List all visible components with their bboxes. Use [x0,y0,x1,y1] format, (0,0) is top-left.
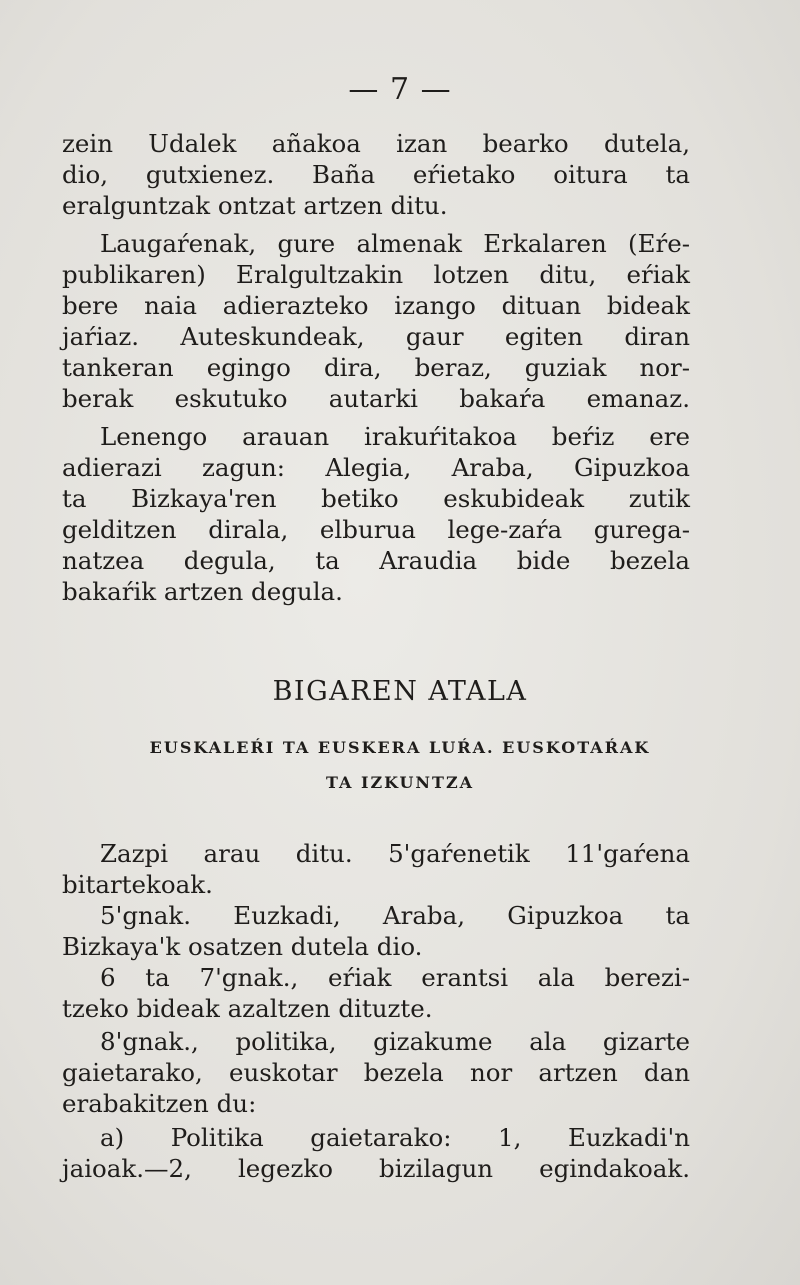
chapter-subtitle: EUSKALEŔI TA EUSKERA LUŔA. EUSKOTAŔAK [149,738,651,757]
text-line: gaietarako, euskotar bezela nor artzen dan [62,1058,690,1087]
text-line: Bizkaya'k osatzen dutela dio. [62,932,423,961]
paragraph [62,1026,690,1119]
text-line: bitartekoak. [62,870,213,899]
chapter-title: BIGAREN ATALA [272,676,528,707]
text-line: erabakitzen du: [62,1089,257,1118]
text-line: Laugaŕenak, gure almenak Erkalaren (Eŕe- [100,229,690,258]
text-line: 8'gnak., politika, gizakume ala gizarte [100,1027,690,1056]
paragraph [62,128,690,221]
text-line: ta Bizkaya'ren betiko eskubideak zutik [62,484,690,513]
paragraph [62,838,690,900]
text-line: Zazpi arau ditu. 5'gaŕenetik 11'gaŕena [100,839,690,868]
text-line: Lenengo arauan irakuŕitakoa beŕiz ere [100,422,690,451]
text-line: publikaren) Eralgultzakin lotzen ditu, eŕiak [62,260,690,289]
text-line: gelditzen dirala, elburua lege-zaŕa gurega- [62,515,690,544]
text-line: jaŕiaz. Auteskundeak, gaur egiten diran [62,322,690,351]
paragraph [62,962,690,1024]
text-line: bere naia adierazteko izango dituan bideak [62,291,690,320]
text-line: jaioak.—2, legezko bizilagun egindakoak. [62,1154,690,1183]
paragraph [62,900,690,962]
text-line: berak eskutuko autarki bakaŕa emanaz. [62,384,690,413]
page-number: — 7 — [348,72,452,107]
text-line: dio, gutxienez. Baña eŕietako oitura ta [62,160,690,189]
text-line: natzea degula, ta Araudia bide bezela [62,546,690,575]
paragraph [62,421,690,607]
text-line: a) Politika gaietarako: 1, Euzkadi'n [100,1123,690,1152]
text-line: 6 ta 7'gnak., eŕiak erantsi ala berezi- [100,963,690,992]
text-line: 5'gnak. Euzkadi, Araba, Gipuzkoa ta [100,901,690,930]
text-line: eralguntzak ontzat artzen ditu. [62,191,448,220]
paragraph [62,228,690,414]
text-line: bakaŕik artzen degula. [62,577,343,606]
text-line: tzeko bideak azaltzen dituzte. [62,994,433,1023]
paragraph [62,1122,690,1184]
text-line: zein Udalek añakoa izan bearko dutela, [62,129,690,158]
text-line: tankeran egingo dira, beraz, guziak nor- [62,353,690,382]
chapter-subtitle: TA IZKUNTZA [325,773,475,792]
text-line: adierazi zagun: Alegia, Araba, Gipuzkoa [62,453,690,482]
